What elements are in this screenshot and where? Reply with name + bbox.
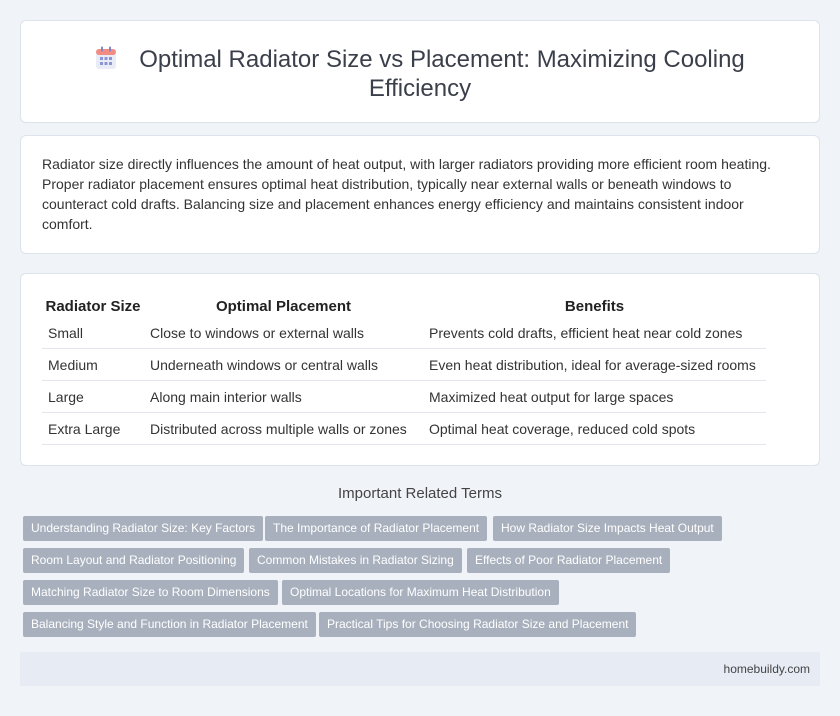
related-term-link[interactable]: Balancing Style and Function in Radiator Placement [23, 612, 316, 637]
table-row [42, 381, 766, 413]
footer-site-link[interactable]: homebuildy.com [723, 662, 810, 676]
table-row [42, 349, 766, 381]
related-term-link[interactable]: Practical Tips for Choosing Radiator Size and Placement [319, 612, 636, 637]
related-terms-heading: Important Related Terms [338, 485, 502, 502]
related-term-link[interactable]: How Radiator Size Impacts Heat Output [493, 516, 722, 541]
related-term-link[interactable]: Effects of Poor Radiator Placement [467, 548, 670, 573]
page-title-block [81, 45, 759, 103]
column-header: Radiator Size [45, 298, 141, 315]
table-row [42, 413, 766, 445]
related-term-link[interactable]: Optimal Locations for Maximum Heat Distribution [282, 580, 559, 605]
table-cell: Maximized heat output for large spaces [423, 381, 766, 413]
column-header: Benefits [564, 298, 625, 315]
table-cell: Distributed across multiple walls or zones [144, 413, 423, 445]
related-term-link[interactable]: Matching Radiator Size to Room Dimensions [23, 580, 278, 605]
table-row [42, 317, 766, 349]
table-cell: Prevents cold drafts, efficient heat near cold zones [423, 317, 766, 349]
table-card [20, 273, 820, 466]
intro-card [20, 135, 820, 254]
related-term-link[interactable]: Room Layout and Radiator Positioning [23, 548, 244, 573]
table-cell: Small [42, 317, 144, 349]
table-cell: Along main interior walls [144, 381, 423, 413]
related-term-link[interactable]: Understanding Radiator Size: Key Factors [23, 516, 263, 541]
related-term-link[interactable]: The Importance of Radiator Placement [265, 516, 487, 541]
footer [20, 652, 820, 686]
table-cell: Even heat distribution, ideal for average-sized rooms [423, 349, 766, 381]
column-header: Optimal Placement [215, 298, 352, 315]
table-cell: Close to windows or external walls [144, 317, 423, 349]
radiator-table [42, 294, 766, 445]
title-card [20, 20, 820, 123]
table-cell: Underneath windows or central walls [144, 349, 423, 381]
table-cell: Extra Large [42, 413, 144, 445]
table-cell: Medium [42, 349, 144, 381]
table-header-row [42, 294, 766, 317]
table-cell: Optimal heat coverage, reduced cold spots [423, 413, 766, 445]
related-term-link[interactable]: Common Mistakes in Radiator Sizing [249, 548, 462, 573]
intro-paragraph: Radiator size directly influences the amount of heat output, with larger radiators providing more efficient room heating. Proper radiator placement ensures optimal heat distribution, typically near external walls or beneath windows to counteract cold drafts. Balancing size and placement enhances energy efficiency and maintains consistent indoor comfort. [42, 156, 771, 232]
table-cell: Large [42, 381, 144, 413]
calendar-icon [95, 46, 117, 70]
page-title: Optimal Radiator Size vs Placement: Maximizing Cooling Efficiency [139, 46, 745, 102]
